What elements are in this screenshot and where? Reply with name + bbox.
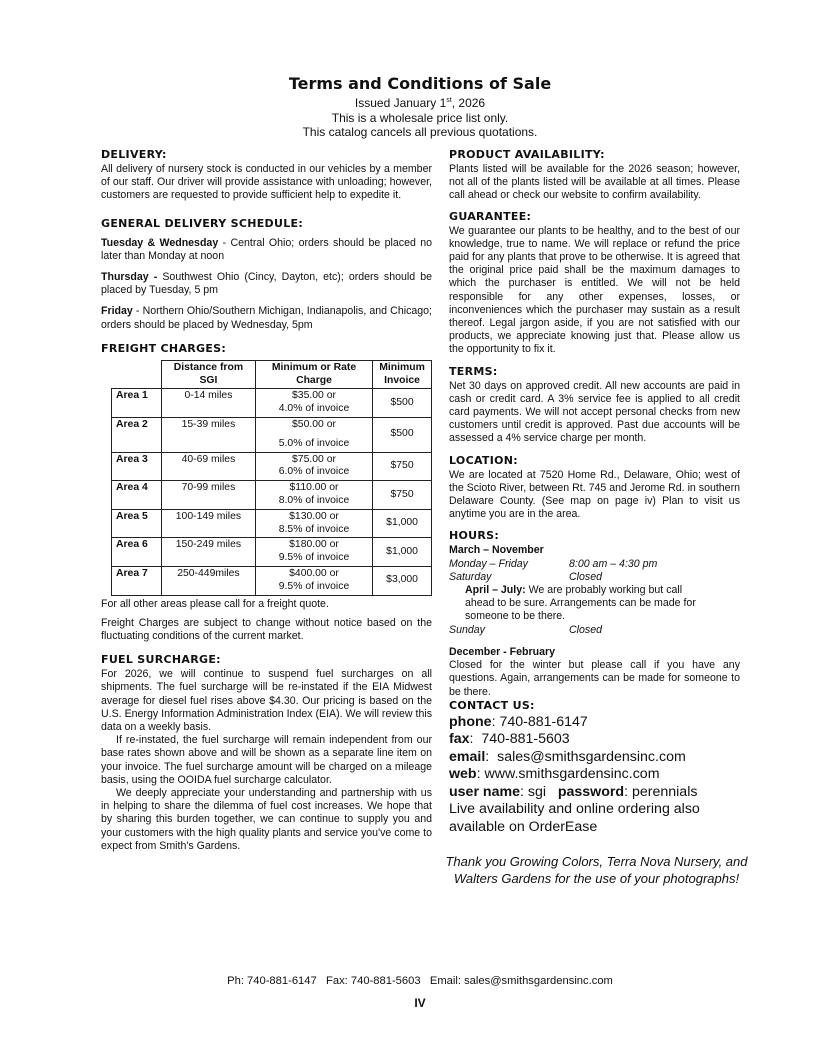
- hours-row: Sunday Closed: [449, 623, 602, 636]
- contact-heading: CONTACT US:: [449, 698, 535, 712]
- location-heading: LOCATION:: [449, 453, 518, 467]
- table-row: Area 3 40-69 miles $75.00 or 6.0% of invoice $750: [112, 452, 432, 481]
- right-column: [445, 148, 748, 887]
- table-row: Area 1 0-14 miles $35.00 or 4.0% of invoice $500: [112, 389, 432, 418]
- season-label: March – November: [449, 544, 544, 557]
- fuel-heading: FUEL SURCHARGE:: [101, 653, 221, 667]
- fuel-text: We deeply appreciate your understanding and partnership with us in helping to share the dilemma of fuel cost increases. We hope that by sharing this burden together, we can continue to supply you and your customers with the high quality plants and service you've come to expect from Smith's Gardens.: [101, 787, 432, 852]
- table-row: Area 6 150-249 miles $180.00 or 9.5% of invoice $1,000: [112, 538, 432, 567]
- freight-table-header: [112, 360, 432, 389]
- schedule-item: Tuesday & Wednesday - Central Ohio; orders should be placed no later than Monday at noon: [101, 236, 432, 262]
- contact-login: user name: sgi password: perennials: [449, 783, 698, 800]
- col-distance: Distance from SGI: [162, 360, 256, 389]
- summer-note: April – July: We are probably working but call ahead to be sure. Arrangements can be made for someone to be there.: [465, 584, 696, 623]
- winter-note: Closed for the winter but please call if you have any questions. Again, arrangements can be made for someone to be there.: [449, 659, 740, 698]
- table-row: Area 4 70-99 miles $110.00 or 8.0% of invoice $750: [112, 481, 432, 510]
- contact-phone: phone: 740-881-6147: [449, 713, 588, 730]
- schedule-item: Friday - Northern Ohio/Southern Michigan, Indianapolis, and Chicago; orders should be placed by Wednesday, 5pm: [101, 305, 432, 331]
- availability-text: Plants listed will be available for the 2026 season; however, not all of the plants listed will be available at all times. Please call ahead or check our website to confirm availability.: [449, 163, 740, 202]
- left-column: [101, 148, 432, 853]
- hours-row: Monday – Friday 8:00 am – 4:30 pm: [449, 557, 658, 570]
- page-number: IV: [414, 996, 426, 1010]
- location-text: We are located at 7520 Home Rd., Delaware, Ohio; west of the Scioto River, between Rt. 745 and Jerome Rd. in southern Delaware County. (See map on page iv) Plan to visit us anytime you are in the area.: [449, 468, 740, 521]
- season-label: December - February: [449, 645, 555, 658]
- contact-email: email: sales@smithsgardensinc.com: [449, 748, 686, 765]
- fuel-text: For 2026, we will continue to suspend fuel surcharges on all shipments. The fuel surcharge will be re-instated if the EIA Midwest average for diesel fuel rises above $4.30. Our pricing is based on the U.S. Energy Information Administration Index (EIA). We will review this data on a weekly basis.: [101, 668, 432, 733]
- freight-change-note: Freight Charges are subject to change without notice based on the fluctuating conditions of the current market.: [101, 616, 432, 642]
- guarantee-text: We guarantee our plants to be healthy, and to the best of our knowledge, true to name. We will replace or refund the price paid for any plants that prove to be otherwise. It is agreed that the original price paid shall be the maximum damages to which the purchaser is entitled. We will not be held responsible for any other expenses, losses, or inconveniences which the purchaser may sustain as a result thereof. Legal jargon aside, if you are not satisfied with our products, we appreciate knowing just that. Please allow us the opportunity to fix it.: [449, 224, 740, 356]
- page-title: Terms and Conditions of Sale: [288, 74, 552, 93]
- email-link[interactable]: sales@smithsgardensinc.com: [497, 748, 686, 765]
- hours-heading: HOURS:: [449, 529, 500, 543]
- col-invoice: Minimum Invoice: [373, 360, 432, 389]
- schedule-heading: GENERAL DELIVERY SCHEDULE:: [101, 216, 304, 230]
- footer-contact: Ph: 740-881-6147 Fax: 740-881-5603 Email: sales@smithsgardensinc.com: [227, 975, 613, 987]
- table-row: Area 5 100-149 miles $130.00 or 8.5% of invoice $1,000: [112, 509, 432, 538]
- issued-date: Issued January 1st, 2026: [354, 96, 486, 110]
- guarantee-heading: GUARANTEE:: [449, 209, 532, 223]
- terms-heading: TERMS:: [449, 364, 498, 378]
- contact-web: web: www.smithsgardensinc.com: [449, 766, 660, 783]
- freight-note: For all other areas please call for a freight quote.: [101, 597, 329, 610]
- fuel-text: If re-instated, the fuel surcharge will remain independent from our base rates shown above and will be shown as a separate line item on your invoice. The fuel surcharge amount will be charged on a mileage basis, using the OOIDA fuel surcharge calculator.: [101, 734, 432, 786]
- schedule-item: Thursday - Southwest Ohio (Cincy, Dayton, etc); orders should be placed by Tuesday, 5 pm: [101, 271, 432, 297]
- table-row: Area 2 15-39 miles $50.00 or 5.0% of invoice $500: [112, 418, 432, 453]
- delivery-heading: DELIVERY:: [101, 148, 167, 161]
- table-row: Area 7 250-449miles $400.00 or 9.5% of invoice $3,000: [112, 566, 432, 595]
- thanks-note: Thank you Growing Colors, Terra Nova Nursery, and Walters Gardens for the use of your photographs!: [445, 854, 748, 886]
- web-link[interactable]: www.smithsgardensinc.com: [484, 766, 660, 783]
- col-rate: Minimum or Rate Charge: [255, 360, 372, 389]
- freight-heading: FREIGHT CHARGES:: [101, 341, 227, 355]
- terms-text: Net 30 days on approved credit. All new accounts are paid in cash or credit card. A 3% service fee is applied to all credit card payments. We will not accept personal checks from new customers until credit is approved. Past due accounts will be assessed a 4% service charge per month.: [449, 379, 740, 445]
- page-header: [0, 74, 816, 140]
- hours-row: Saturday Closed: [449, 570, 602, 583]
- contact-fax: fax: 740-881-5603: [449, 731, 570, 748]
- orderease-note: Live availability and online ordering also available on OrderEase: [449, 801, 700, 835]
- freight-table: [111, 360, 432, 596]
- delivery-text: All delivery of nursery stock is conducted in our vehicles by a member of our staff. Our driver will provide assistance with unloading; however, customers are requested to provide sufficient help to expedite it.: [101, 163, 432, 202]
- cancel-note: This catalog cancels all previous quotations.: [302, 125, 538, 139]
- wholesale-note: This is a wholesale price list only.: [331, 110, 509, 125]
- availability-heading: PRODUCT AVAILABILITY:: [449, 148, 605, 161]
